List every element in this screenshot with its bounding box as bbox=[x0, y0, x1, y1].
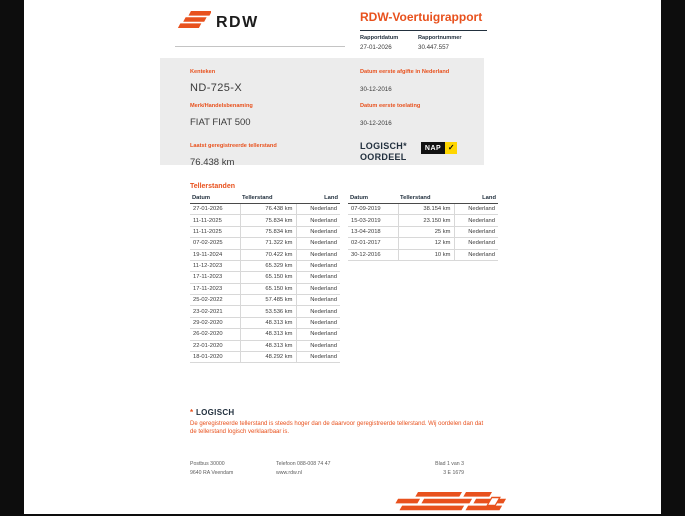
rdw-flag-icon bbox=[175, 9, 211, 37]
table-cell: 71.322 km bbox=[240, 238, 296, 249]
table-cell: 30-12-2016 bbox=[348, 249, 398, 260]
footer-address-line2: 9640 RA Veendam bbox=[190, 470, 234, 476]
rdw-stripe-decoration-icon bbox=[370, 492, 524, 516]
table-cell: Nederland bbox=[296, 351, 340, 362]
table-cell: 07-09-2019 bbox=[348, 204, 398, 215]
table-cell: Nederland bbox=[454, 226, 498, 237]
table-cell: 25 km bbox=[398, 226, 454, 237]
footer-page-info bbox=[414, 460, 464, 478]
table-cell: 25-02-2022 bbox=[190, 295, 240, 306]
table-row bbox=[190, 329, 340, 340]
table-cell: Nederland bbox=[296, 340, 340, 351]
footer-address bbox=[190, 460, 276, 478]
column-header-tellerstand: Tellerstand bbox=[398, 194, 454, 204]
merk-label: Merk/Handelsbenaming bbox=[190, 103, 253, 109]
table-cell: Nederland bbox=[296, 295, 340, 306]
table-cell: 65.329 km bbox=[240, 260, 296, 271]
table-cell: 48.313 km bbox=[240, 340, 296, 351]
table-row bbox=[190, 238, 340, 249]
footer-form-code: 3 E 1679 bbox=[443, 470, 464, 476]
oordeel-block bbox=[360, 141, 457, 162]
merk-value: FIAT FIAT 500 bbox=[190, 117, 251, 128]
table-cell: 48.292 km bbox=[240, 351, 296, 362]
table-cell: 11-12-2023 bbox=[190, 260, 240, 271]
table-cell: 13-04-2018 bbox=[348, 226, 398, 237]
oordeel-line1: LOGISCH* bbox=[360, 141, 407, 151]
table-cell: Nederland bbox=[296, 260, 340, 271]
table-cell: 48.313 km bbox=[240, 329, 296, 340]
vehicle-summary-panel bbox=[160, 58, 484, 168]
page-title: RDW-Voertuigrapport bbox=[360, 10, 483, 24]
table-row bbox=[190, 215, 340, 226]
toelating-field bbox=[360, 103, 457, 130]
table-header-row bbox=[348, 194, 498, 204]
table-cell: Nederland bbox=[296, 272, 340, 283]
table-cell: 07-02-2025 bbox=[190, 238, 240, 249]
footer-address-line1: Postbus 30000 bbox=[190, 461, 225, 467]
report-date bbox=[360, 34, 418, 52]
table-cell: 75.834 km bbox=[240, 226, 296, 237]
tellerstand-field bbox=[190, 143, 277, 170]
table-cell: 23-02-2021 bbox=[190, 306, 240, 317]
table-row bbox=[190, 260, 340, 271]
table-row bbox=[190, 249, 340, 260]
table-cell: Nederland bbox=[296, 215, 340, 226]
table-cell: 23.150 km bbox=[398, 215, 454, 226]
table-cell: 26-02-2020 bbox=[190, 329, 240, 340]
table-cell: Nederland bbox=[296, 283, 340, 294]
table-cell: Nederland bbox=[454, 215, 498, 226]
kenteken-value: ND-725-X bbox=[190, 82, 243, 94]
table-cell: Nederland bbox=[296, 329, 340, 340]
table-cell: 57.485 km bbox=[240, 295, 296, 306]
table-row bbox=[190, 340, 340, 351]
table-cell: 15-03-2019 bbox=[348, 215, 398, 226]
checkmark-icon: ✓ bbox=[445, 142, 457, 154]
table-cell: 48.313 km bbox=[240, 317, 296, 328]
table-cell: 76.438 km bbox=[240, 204, 296, 215]
tellerstand-label: Laatst geregistreerde tellerstand bbox=[190, 143, 277, 149]
tellerstand-value: 76.438 km bbox=[190, 157, 235, 168]
vehicle-summary-left bbox=[190, 69, 277, 177]
table-cell: 11-11-2025 bbox=[190, 215, 240, 226]
tellerstanden-table-left bbox=[190, 194, 340, 363]
rdw-logo bbox=[175, 9, 259, 37]
table-row bbox=[190, 317, 340, 328]
table-cell: Nederland bbox=[296, 317, 340, 328]
document-page bbox=[24, 0, 661, 514]
table-cell: 11-11-2025 bbox=[190, 226, 240, 237]
table-cell: 65.150 km bbox=[240, 283, 296, 294]
header-divider bbox=[175, 46, 345, 47]
column-header-datum: Datum bbox=[348, 194, 398, 204]
table-cell: 70.422 km bbox=[240, 249, 296, 260]
table-cell: 38.154 km bbox=[398, 204, 454, 215]
table-cell: 22-01-2020 bbox=[190, 340, 240, 351]
table-cell: Nederland bbox=[296, 238, 340, 249]
table-cell: 65.150 km bbox=[240, 272, 296, 283]
table-cell: Nederland bbox=[296, 226, 340, 237]
table-cell: 12 km bbox=[398, 238, 454, 249]
toelating-label: Datum eerste toelating bbox=[360, 103, 421, 109]
table-cell: Nederland bbox=[454, 249, 498, 260]
footnote-text: De geregistreerde tellerstand is steeds hoger dan de daarvoor geregistreerde tellerstand. Wij oordelen dan dat de tellerstand logisch verklaarbaar is. bbox=[190, 421, 484, 435]
table-row bbox=[190, 204, 340, 215]
page-footer bbox=[190, 460, 464, 478]
column-header-tellerstand: Tellerstand bbox=[240, 194, 296, 204]
table-row bbox=[348, 238, 498, 249]
vehicle-summary-right bbox=[360, 69, 457, 162]
table-row bbox=[348, 226, 498, 237]
afgifte-value: 30-12-2016 bbox=[360, 86, 392, 93]
table-row bbox=[348, 249, 498, 260]
table-cell: 19-11-2024 bbox=[190, 249, 240, 260]
afgifte-field bbox=[360, 69, 457, 96]
table-cell: 10 km bbox=[398, 249, 454, 260]
table-row bbox=[190, 351, 340, 362]
table-cell: 17-11-2023 bbox=[190, 283, 240, 294]
footnote-asterisk: * bbox=[190, 408, 194, 417]
footer-contact bbox=[276, 460, 414, 478]
table-cell: 02-01-2017 bbox=[348, 238, 398, 249]
report-number-value: 30.447.557 bbox=[418, 44, 449, 51]
tellerstanden-tables bbox=[190, 194, 498, 363]
oordeel-text bbox=[360, 141, 407, 162]
report-date-value: 27-01-2026 bbox=[360, 44, 392, 51]
table-row bbox=[190, 272, 340, 283]
toelating-value: 30-12-2016 bbox=[360, 120, 392, 127]
table-cell: 27-01-2026 bbox=[190, 204, 240, 215]
table-cell: Nederland bbox=[454, 238, 498, 249]
table-row bbox=[190, 283, 340, 294]
table-cell: 75.834 km bbox=[240, 215, 296, 226]
footer-phone: Telefoon 088-008 74 47 bbox=[276, 461, 331, 467]
table-cell: 17-11-2023 bbox=[190, 272, 240, 283]
column-header-land: Land bbox=[296, 194, 340, 204]
footer-page-number: Blad 1 van 3 bbox=[435, 461, 464, 467]
table-row bbox=[190, 306, 340, 317]
report-meta bbox=[360, 30, 487, 52]
report-date-label: Rapportdatum bbox=[360, 35, 399, 41]
table-header-row bbox=[190, 194, 340, 204]
afgifte-label: Datum eerste afgifte in Nederland bbox=[360, 69, 450, 75]
table-row bbox=[190, 226, 340, 237]
tellerstanden-table-right bbox=[348, 194, 498, 261]
tellerstanden-section bbox=[190, 183, 498, 363]
oordeel-line2: OORDEEL bbox=[360, 151, 407, 162]
column-header-datum: Datum bbox=[190, 194, 240, 204]
merk-field bbox=[190, 103, 277, 130]
table-row bbox=[190, 295, 340, 306]
table-cell: 18-01-2020 bbox=[190, 351, 240, 362]
report-header bbox=[360, 10, 487, 52]
table-row bbox=[348, 204, 498, 215]
table-row bbox=[348, 215, 498, 226]
rdw-logo-text: RDW bbox=[216, 14, 259, 31]
table-cell: Nederland bbox=[296, 249, 340, 260]
footer-website-link[interactable]: www.rdw.nl bbox=[276, 470, 302, 476]
tellerstanden-title: Tellerstanden bbox=[190, 183, 235, 190]
nap-logo bbox=[421, 142, 457, 154]
table-cell: Nederland bbox=[296, 204, 340, 215]
report-number-label: Rapportnummer bbox=[418, 35, 462, 41]
table-cell: Nederland bbox=[454, 204, 498, 215]
kenteken-field bbox=[190, 69, 277, 96]
footnote-title-text: LOGISCH bbox=[195, 408, 235, 417]
logisch-footnote bbox=[190, 408, 500, 436]
table-cell: 29-02-2020 bbox=[190, 317, 240, 328]
column-header-land: Land bbox=[454, 194, 498, 204]
nap-logo-text: NAP bbox=[421, 142, 445, 154]
table-cell: Nederland bbox=[296, 306, 340, 317]
report-number bbox=[418, 34, 462, 52]
kenteken-label: Kenteken bbox=[190, 69, 216, 75]
footnote-title bbox=[190, 408, 500, 417]
table-cell: 53.536 km bbox=[240, 306, 296, 317]
